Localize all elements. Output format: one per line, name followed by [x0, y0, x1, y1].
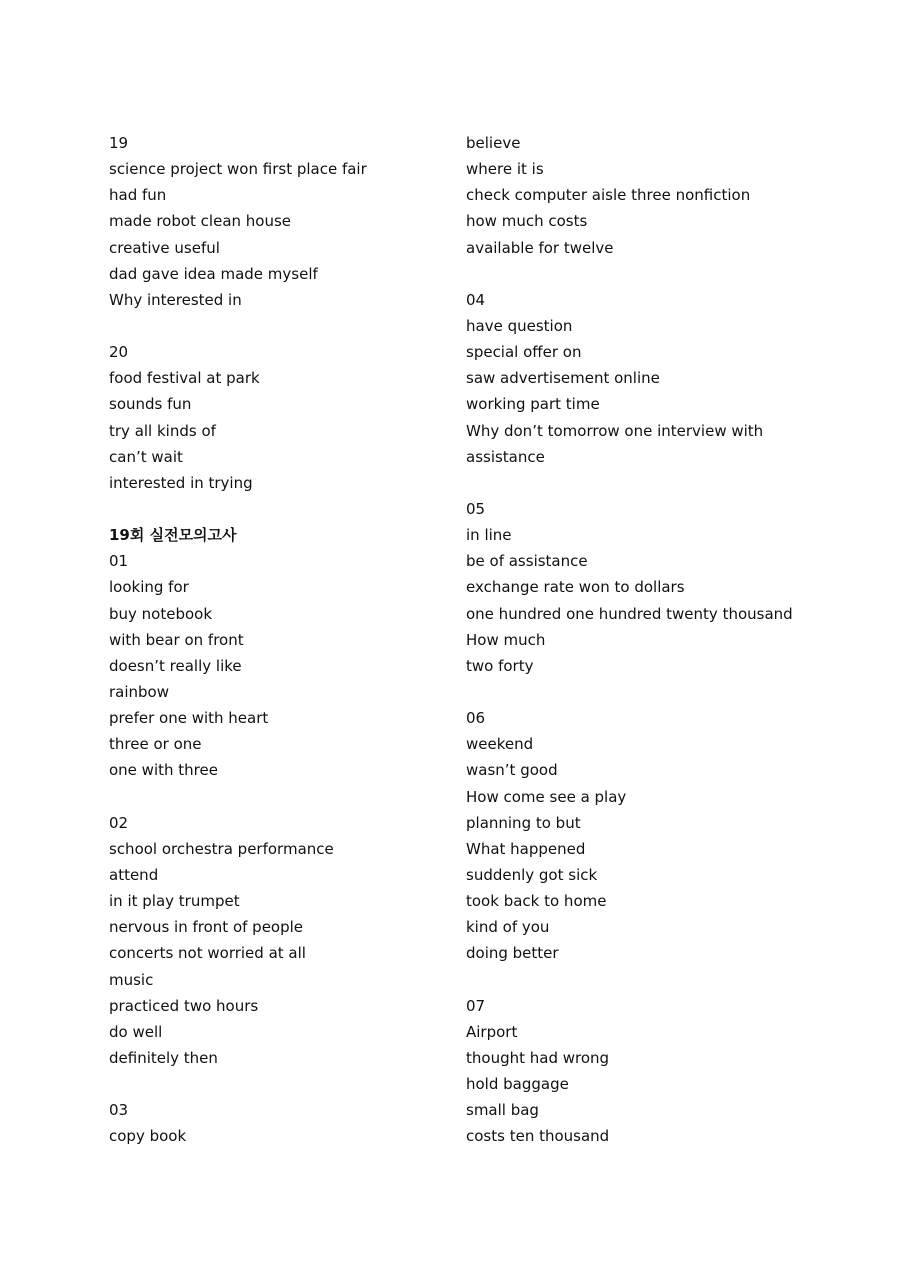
- phrase-line: thought had wrong: [466, 1048, 610, 1067]
- phrase-line: special offer on: [466, 343, 582, 362]
- phrase-line: working part time: [466, 395, 600, 414]
- phrase-line: planning to but: [466, 813, 581, 832]
- phrase-line: Airport: [466, 1022, 518, 1041]
- phrase-line: copy book: [109, 1127, 187, 1146]
- phrase-line: weekend: [466, 735, 534, 754]
- phrase-line: do well: [109, 1022, 163, 1041]
- question-number: 04: [466, 290, 486, 309]
- phrase-line: made robot clean house: [109, 212, 292, 231]
- phrase-line: had fun: [109, 186, 167, 205]
- question-number: 01: [109, 552, 129, 571]
- phrase-line: dad gave idea made myself: [109, 264, 318, 283]
- phrase-line: be of assistance: [466, 552, 588, 571]
- question-number: 05: [466, 499, 486, 518]
- question-number: 20: [109, 343, 129, 362]
- blank-line: [109, 313, 449, 339]
- phrase-line: creative useful: [109, 238, 220, 257]
- phrase-line: assistance: [466, 447, 545, 466]
- phrase-line: believe: [466, 134, 521, 152]
- phrase-line: with bear on front: [109, 630, 244, 649]
- phrase-line: music: [109, 970, 154, 989]
- phrase-line: three or one: [109, 735, 202, 754]
- phrase-line: concerts not worried at all: [109, 944, 306, 963]
- phrase-line: school orchestra performance: [109, 839, 334, 858]
- phrase-line: costs ten thousand: [466, 1127, 610, 1146]
- phrase-line: definitely then: [109, 1048, 218, 1067]
- question-number: 02: [109, 813, 129, 832]
- phrase-line: How come see a play: [466, 787, 627, 806]
- phrase-line: in it play trumpet: [109, 892, 240, 911]
- phrase-line: practiced two hours: [109, 996, 259, 1015]
- blank-line: [466, 261, 826, 287]
- blank-line: [109, 496, 449, 522]
- phrase-line: doesn’t really like: [109, 656, 242, 675]
- phrase-line: in line: [466, 526, 512, 545]
- phrase-line: where it is: [466, 160, 544, 179]
- phrase-line: nervous in front of people: [109, 918, 304, 937]
- question-number: 06: [466, 709, 486, 728]
- blank-line: [466, 967, 826, 993]
- phrase-line: took back to home: [466, 892, 607, 911]
- blank-line: [466, 679, 826, 705]
- phrase-line: exchange rate won to dollars: [466, 578, 685, 597]
- phrase-line: one with three: [109, 761, 218, 780]
- phrase-line: food festival at park: [109, 369, 260, 388]
- phrase-line: science project won first place fair: [109, 160, 367, 179]
- phrase-line: buy notebook: [109, 604, 213, 623]
- phrase-line: doing better: [466, 944, 559, 963]
- blank-line: [109, 1071, 449, 1097]
- phrase-line: saw advertisement online: [466, 369, 660, 388]
- blank-line: [109, 784, 449, 810]
- phrase-line: How much: [466, 630, 546, 649]
- phrase-line: attend: [109, 865, 159, 884]
- phrase-line: hold baggage: [466, 1075, 569, 1094]
- phrase-line: Why don’t tomorrow one interview with: [466, 421, 764, 440]
- phrase-line: sounds fun: [109, 395, 192, 414]
- right-column: [466, 130, 826, 1149]
- phrase-line: can’t wait: [109, 447, 183, 466]
- phrase-line: small bag: [466, 1101, 539, 1120]
- phrase-line: one hundred one hundred twenty thousand: [466, 604, 793, 623]
- phrase-line: try all kinds of: [109, 421, 216, 440]
- phrase-line: check computer aisle three nonfiction: [466, 186, 751, 205]
- phrase-line: Why interested in: [109, 290, 242, 309]
- phrase-line: two forty: [466, 656, 534, 675]
- phrase-line: rainbow: [109, 682, 169, 701]
- phrase-line: wasn’t good: [466, 761, 558, 780]
- phrase-line: prefer one with heart: [109, 709, 269, 728]
- phrase-line: how much costs: [466, 212, 588, 231]
- question-number: 03: [109, 1101, 129, 1120]
- section-heading: 19회 실전모의고사: [109, 526, 237, 545]
- question-number: 19: [109, 134, 129, 152]
- phrase-line: suddenly got sick: [466, 865, 598, 884]
- phrase-line: available for twelve: [466, 238, 614, 257]
- left-column: [109, 130, 449, 1149]
- phrase-line: have question: [466, 316, 573, 335]
- question-number: 07: [466, 996, 486, 1015]
- blank-line: [466, 470, 826, 496]
- phrase-line: interested in trying: [109, 473, 253, 492]
- phrase-line: What happened: [466, 839, 586, 858]
- phrase-line: kind of you: [466, 918, 550, 937]
- phrase-line: looking for: [109, 578, 189, 597]
